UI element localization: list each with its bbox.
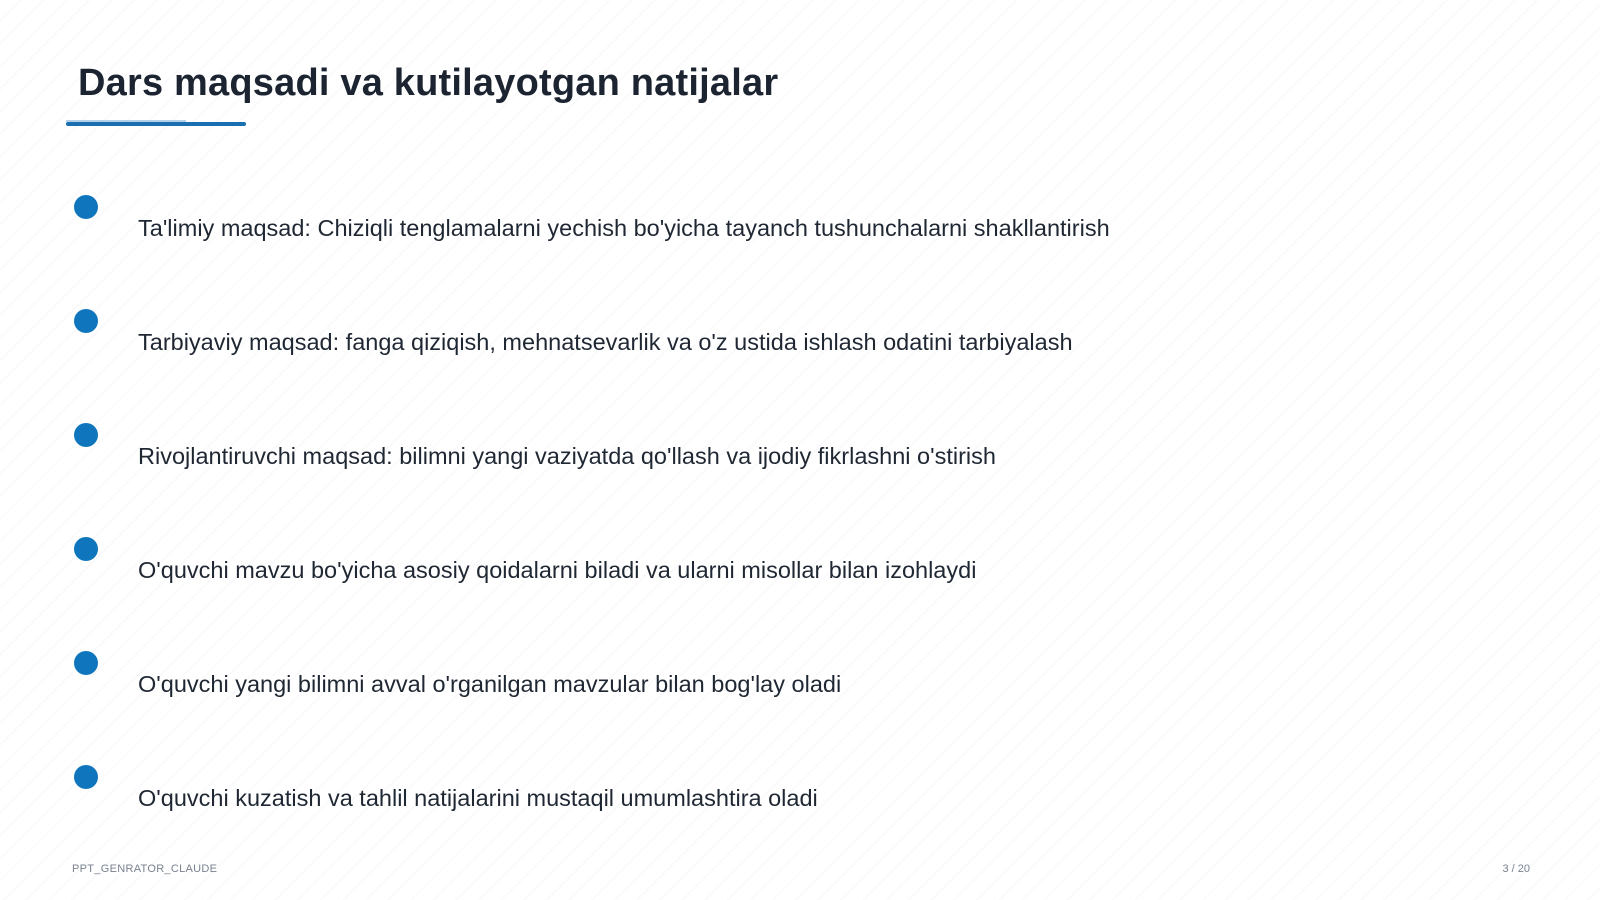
bullet-text: O'quvchi kuzatish va tahlil natijalarini mustaqil umumlashtira oladi — [138, 785, 818, 811]
slide-title: Dars maqsadi va kutilayotgan natijalar — [78, 62, 779, 104]
list-item — [0, 651, 1600, 711]
bullet-text: O'quvchi yangi bilimni avval o'rganilgan mavzular bilan bog'lay oladi — [138, 671, 842, 697]
list-item — [0, 537, 1600, 597]
list-item — [0, 195, 1600, 255]
list-item — [0, 423, 1600, 483]
page-indicator: 3 / 20 — [1502, 863, 1530, 875]
footer-label: PPT_GENRATOR_CLAUDE — [72, 863, 218, 875]
bullet-dot-icon — [74, 309, 98, 333]
bullet-dot-icon — [74, 423, 98, 447]
bullet-dot-icon — [74, 651, 98, 675]
list-item — [0, 309, 1600, 369]
bullet-dot-icon — [74, 195, 98, 219]
bullet-text: Ta'limiy maqsad: Chiziqli tenglamalarni yechish bo'yicha tayanch tushunchalarni shakllantirish — [138, 215, 1110, 241]
bullet-dot-icon — [74, 537, 98, 561]
bullet-text: Tarbiyaviy maqsad: fanga qiziqish, mehnatsevarlik va o'z ustida ishlash odatini tarbiyalash — [138, 329, 1073, 355]
bullet-text: Rivojlantiruvchi maqsad: bilimni yangi vaziyatda qo'llash va ijodiy fikrlashni o'stirish — [138, 443, 996, 469]
list-item — [0, 765, 1600, 825]
bullet-dot-icon — [74, 765, 98, 789]
bullet-text: O'quvchi mavzu bo'yicha asosiy qoidalarni biladi va ularni misollar bilan izohlaydi — [138, 557, 977, 583]
